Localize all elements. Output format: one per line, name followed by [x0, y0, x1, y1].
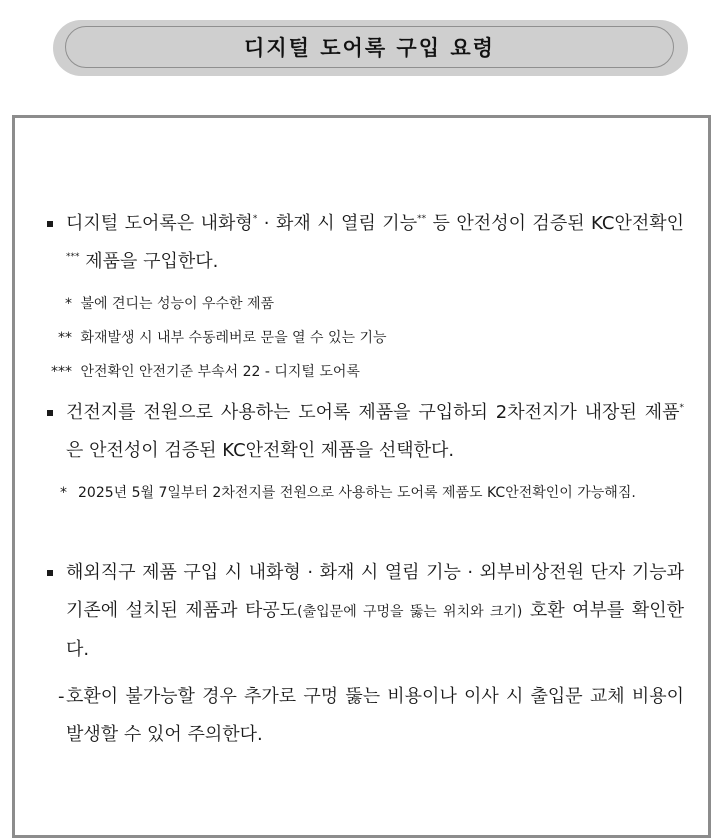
square-bullet-icon — [47, 221, 53, 227]
bullet-1-text-b: · 화재 시 열림 기능 — [257, 213, 418, 234]
bullet-text — [66, 394, 684, 470]
footnote-mark: *** — [51, 364, 72, 380]
bullet-3-text-a: 해외직구 제품 구입 시 내화형 · 화재 시 열림 기능 · 외부비상전원 단자 기능과 기존에 설치된 제품과 타공도 — [66, 562, 684, 621]
footnote-mark: *** — [66, 252, 80, 262]
page-title: 디지털 도어록 구입 요령 — [244, 36, 495, 60]
bullet-text — [66, 205, 684, 281]
title-banner — [53, 20, 688, 76]
footnote-mark: ** — [58, 330, 72, 346]
footnote-text: 2025년 5월 7일부터 2차전지를 전원으로 사용하는 도어록 제품도 KC안전확인이 가능해짐. — [78, 485, 636, 501]
dash-text: 호환이 불가능할 경우 추가로 구멍 뚫는 비용이나 이사 시 출입문 교체 비용이 발생할 수 있어 주의한다. — [66, 686, 684, 745]
footnote-text: 불에 견디는 성능이 우수한 제품 — [80, 296, 275, 312]
bullet-1-text-a: 디지털 도어록은 내화형 — [66, 213, 253, 234]
footnote-mark: ** — [417, 214, 427, 224]
bullet-2-text-b: 은 안전성이 검증된 KC안전확인 제품을 선택한다. — [66, 440, 455, 461]
bullet-3-text-b: 호환 여부를 확인한다. — [66, 600, 684, 660]
footnote-mark: * — [65, 296, 72, 312]
footnote-3 — [44, 362, 684, 382]
bullet-1-text-c: 등 안전성이 검증된 KC안전확인 — [426, 213, 685, 234]
footnote-mark: * — [60, 485, 67, 501]
bullet-item-2 — [44, 394, 684, 470]
footnote-1 — [44, 294, 684, 314]
dash-mark: - — [58, 686, 65, 707]
bullet-2-text-a: 건전지를 전원으로 사용하는 도어록 제품을 구입하되 2차전지가 내장된 제품 — [66, 402, 680, 423]
square-bullet-icon — [47, 410, 53, 416]
footnote-mark: * — [679, 403, 684, 413]
bullet-item-1 — [44, 205, 684, 281]
title-banner-inner — [65, 26, 674, 68]
footnote-4 — [60, 478, 685, 509]
footnote-text: 안전확인 안전기준 부속서 22 - 디지털 도어록 — [80, 364, 360, 380]
footnote-mark: * — [252, 214, 258, 224]
bullet-text — [66, 554, 684, 669]
footnote-text: 화재발생 시 내부 수동레버로 문을 열 수 있는 기능 — [80, 330, 387, 346]
square-bullet-icon — [47, 570, 53, 576]
bullet-3-text-small: (출입문에 구멍을 뚫는 위치와 크기) — [297, 604, 523, 620]
footnote-2 — [44, 328, 684, 348]
bullet-1-text-d: 제품을 구입한다. — [79, 251, 219, 272]
dash-item — [44, 678, 684, 754]
bullet-item-3 — [44, 554, 684, 669]
